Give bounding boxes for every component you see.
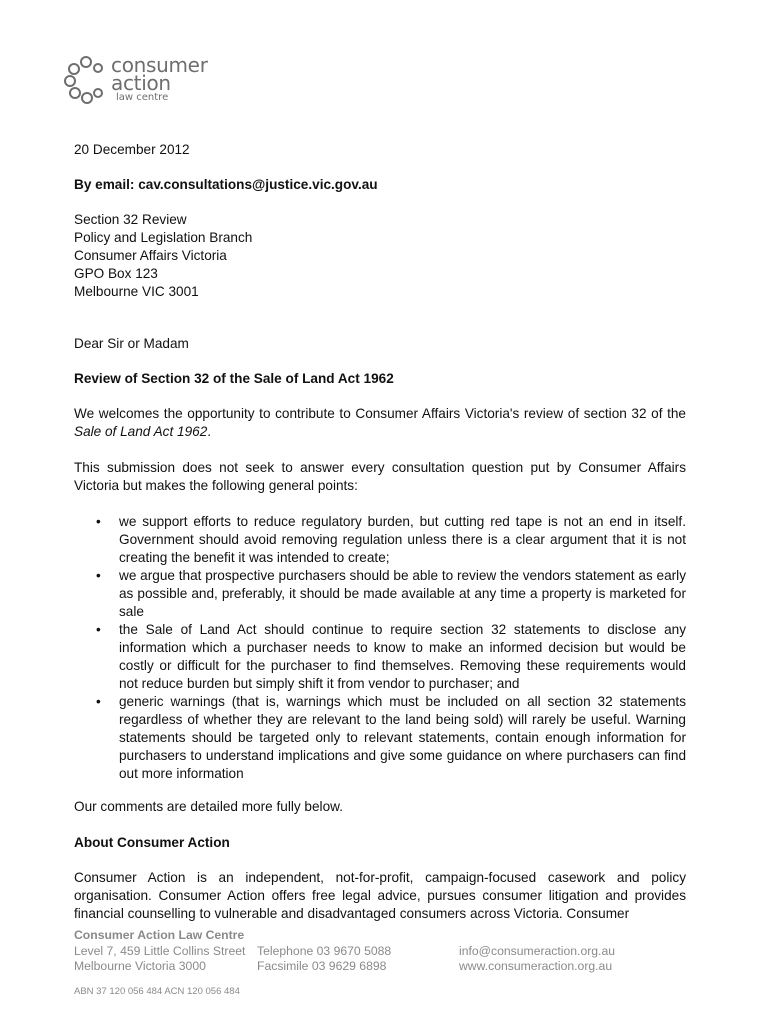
letter-date: 20 December 2012 [74,142,190,157]
intro-paragraph [74,405,686,441]
footer-email: info@consumeraction.org.au [459,944,615,958]
list-item-text: the Sale of Land Act should continue to require section 32 statements to disclose any information which a purchaser needs to know to make an informed decision but would be costly or difficult for the purchaser to find themselves. Removing these requirements would not reduce burden but simply shift it from vendor to purchaser; and [119,622,686,691]
footer-telephone: Telephone 03 9670 5088 [257,944,392,958]
about-paragraph: Consumer Action is an independent, not-for-profit, campaign-focused casework and policy organisation. Consumer Action offers free legal advice, pursues consumer litigation and provides financial counselling to vulnerable and disadvantaged consumers across Victoria. Consumer [74,870,686,921]
logo-text-law-centre: law centre [116,92,169,103]
points-list [74,513,686,783]
email-line: By email: cav.consultations@justice.vic.gov.au [74,177,378,192]
bullet-icon: • [96,622,101,637]
about-heading: About Consumer Action [74,835,230,850]
bullet-icon: • [96,568,101,583]
footer-abn-acn: ABN 37 120 056 484 ACN 120 056 484 [74,986,240,997]
footer-org-name: Consumer Action Law Centre [74,928,245,942]
salutation: Dear Sir or Madam [74,336,189,351]
list-item [74,621,686,693]
footer-address-line2: Melbourne Victoria 3000 [74,959,206,973]
address-line: Policy and Legislation Branch [74,230,253,245]
recipient-address [74,211,686,301]
footer-website: www.consumeraction.org.au [459,959,613,973]
intro-end: . [207,424,212,439]
act-title: Sale of Land Act 1962 [74,424,208,439]
footer-address-line1: Level 7, 459 Little Collins Street [74,944,246,958]
address-line: Section 32 Review [74,212,187,227]
submission-paragraph: This submission does not seek to answer every consultation question put by Consumer Affairs Victoria but makes the following general points: [74,460,686,493]
address-line: Melbourne VIC 3001 [74,284,199,299]
bullet-icon: • [96,694,101,709]
list-item [74,567,686,621]
logo-ring-icon [64,54,108,104]
list-item-text: generic warnings (that is, warnings which must be included on all section 32 statements regardless of whether they are relevant to the land being sold) will rarely be useful. Warning statements should be targeted only to relevant statements, contain enough information for purchasers to understand implications and give some guidance on where purchasers can find out more information [119,694,686,781]
footer-facsimile: Facsimile 03 9629 6898 [257,959,387,973]
list-item-text: we support efforts to reduce regulatory burden, but cutting red tape is not an end in itself. Government should avoid removing regulation unless there is a clear argument that it is not creating the benefit it was intended to create; [119,514,686,565]
logo-text-consumer: consumer [111,53,208,77]
list-item [74,513,686,567]
list-item [74,693,686,783]
subject-heading: Review of Section 32 of the Sale of Land Act 1962 [74,371,394,386]
address-line: GPO Box 123 [74,266,158,281]
logo-text-action: action [111,71,171,95]
intro-text: We welcomes the opportunity to contribute to Consumer Affairs Victoria's review of section 32 of the [74,406,686,421]
comments-line: Our comments are detailed more fully below. [74,799,343,814]
bullet-icon: • [96,514,101,529]
consumer-action-logo [64,52,234,107]
address-line: Consumer Affairs Victoria [74,248,227,263]
list-item-text: we argue that prospective purchasers should be able to review the vendors statement as early as possible and, preferably, it should be made available at any time a property is marketed for sale [119,568,686,619]
